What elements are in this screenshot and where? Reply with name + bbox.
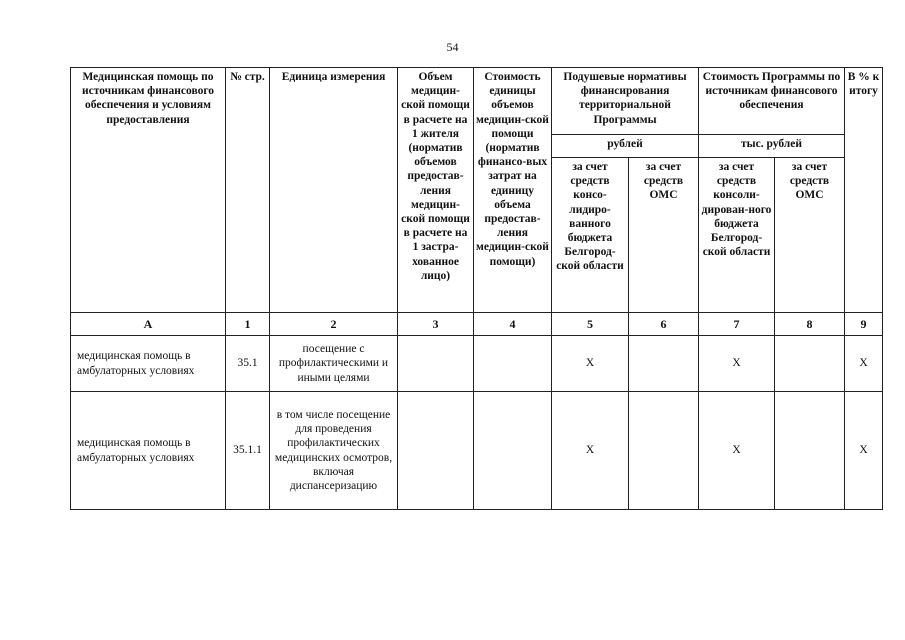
row-unit: посещение с профилактическими и иными целями [270, 336, 398, 392]
header-unit-rub: рублей [552, 135, 699, 158]
row-col-4 [474, 392, 552, 510]
index-cell: 7 [699, 313, 775, 336]
row-name: медицинская помощь в амбулаторных условиях [71, 336, 226, 392]
row-col-8 [775, 392, 845, 510]
header-col-3: Объем медицин-ской помощи в расчете на 1 жителя (норматив объемов предостав-ления медицин-ской помощи в расчете на 1 застра-хованное лицо) [398, 68, 474, 313]
header-unit-thousand-rub: тыс. рублей [699, 135, 845, 158]
row-col-5: Х [552, 336, 629, 392]
row-col-9: Х [845, 336, 883, 392]
table-row [71, 392, 883, 510]
row-col-6 [629, 392, 699, 510]
column-index-row [71, 313, 883, 336]
header-group-per-capita: Подушевые нормативы финансирования территориальной Программы [552, 68, 699, 135]
financing-table [70, 67, 883, 510]
header-col-9: В % к итогу [845, 68, 883, 313]
index-cell: А [71, 313, 226, 336]
row-col-7: Х [699, 336, 775, 392]
row-name: медицинская помощь в амбулаторных условиях [71, 392, 226, 510]
header-col-2: Единица измерения [270, 68, 398, 313]
index-cell: 1 [226, 313, 270, 336]
row-col-4 [474, 336, 552, 392]
row-unit: в том числе посещение для проведения профилактических медицинских осмотров, включая диспансеризацию [270, 392, 398, 510]
header-col-1: № стр. [226, 68, 270, 313]
index-cell: 5 [552, 313, 629, 336]
index-cell: 6 [629, 313, 699, 336]
row-number: 35.1.1 [226, 392, 270, 510]
header-col-4: Стоимость единицы объемов медицин-ской помощи (норматив финансо-вых затрат на единицу объема предостав-ления медицин-ской помощи) [474, 68, 552, 313]
row-col-5: Х [552, 392, 629, 510]
row-col-3 [398, 392, 474, 510]
page-number: 54 [446, 40, 459, 54]
row-col-3 [398, 336, 474, 392]
header-col-7: за счет средств консоли-дирован-ного бюджета Белгород-ской области [699, 158, 775, 313]
header-col-6: за счет средств ОМС [629, 158, 699, 313]
row-col-7: Х [699, 392, 775, 510]
row-col-9: Х [845, 392, 883, 510]
header-col-a: Медицинская помощь по источникам финансового обеспечения и условиям предоставления [71, 68, 226, 313]
header-row-1 [71, 68, 883, 135]
table-row [71, 336, 883, 392]
row-number: 35.1 [226, 336, 270, 392]
index-cell: 2 [270, 313, 398, 336]
index-cell: 9 [845, 313, 883, 336]
index-cell: 4 [474, 313, 552, 336]
index-cell: 3 [398, 313, 474, 336]
row-col-6 [629, 336, 699, 392]
row-col-8 [775, 336, 845, 392]
header-col-5: за счет средств консо-лидиро-ванного бюджета Белгород-ской области [552, 158, 629, 313]
index-cell: 8 [775, 313, 845, 336]
header-col-8: за счет средств ОМС [775, 158, 845, 313]
header-group-cost: Стоимость Программы по источникам финансового обеспечения [699, 68, 845, 135]
